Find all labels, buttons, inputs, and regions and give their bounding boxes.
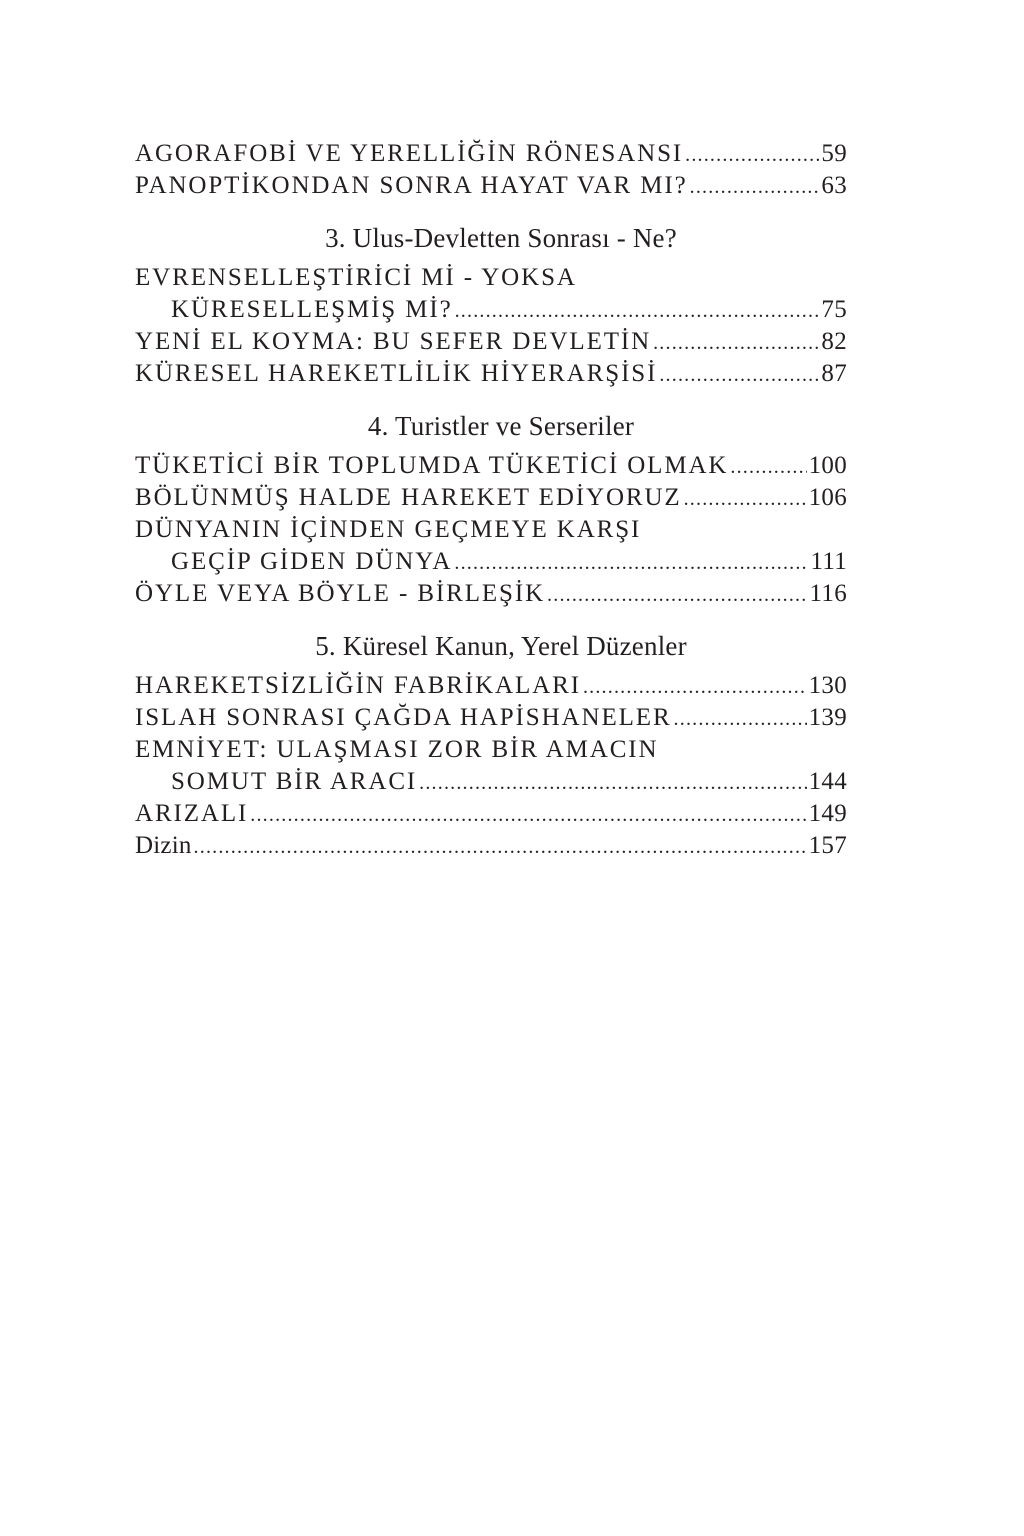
toc-entry[interactable] bbox=[135, 138, 847, 170]
dot-leader bbox=[250, 798, 806, 831]
toc-entry-title: TÜKETİCİ BİR TOPLUMDA TÜKETİCİ OLMAK bbox=[135, 452, 729, 479]
toc-entry[interactable] bbox=[135, 546, 847, 578]
dot-leader bbox=[419, 766, 806, 799]
toc-entry-title: BÖLÜNMÜŞ HALDE HAREKET EDİYORUZ bbox=[135, 484, 682, 511]
table-of-contents bbox=[135, 138, 847, 862]
toc-entry[interactable] bbox=[135, 482, 847, 514]
dot-leader bbox=[547, 578, 807, 611]
toc-entry-page: 63 bbox=[821, 172, 847, 199]
toc-entry-title: DÜNYANIN İÇİNDEN GEÇMEYE KARŞI bbox=[135, 516, 642, 543]
toc-entry-page: 139 bbox=[808, 704, 847, 731]
toc-entry-page: 130 bbox=[808, 672, 847, 699]
toc-entry[interactable] bbox=[135, 262, 847, 294]
dot-leader bbox=[659, 358, 819, 391]
toc-entry-index[interactable] bbox=[135, 830, 847, 862]
toc-entry-page: 100 bbox=[808, 452, 847, 479]
toc-entry-title: ISLAH SONRASI ÇAĞDA HAPİSHANELER bbox=[135, 704, 672, 731]
toc-entry-title: EVRENSELLEŞTİRİCİ Mİ - YOKSA bbox=[135, 264, 577, 291]
toc-entry[interactable] bbox=[135, 670, 847, 702]
toc-entry-page: 75 bbox=[821, 296, 847, 323]
dot-leader bbox=[653, 326, 819, 359]
toc-entry-title: ÖYLE VEYA BÖYLE - BİRLEŞİK bbox=[135, 580, 546, 607]
toc-entry-title: ARIZALI bbox=[135, 800, 249, 827]
toc-entry[interactable] bbox=[135, 514, 847, 546]
chapter-heading: 5. Küresel Kanun, Yerel Düzenler bbox=[315, 631, 687, 661]
toc-entry-title: Dizin bbox=[135, 832, 192, 859]
dot-leader bbox=[685, 138, 819, 171]
toc-entry[interactable] bbox=[135, 578, 847, 610]
toc-entry-page: 106 bbox=[808, 484, 847, 511]
toc-entry-title: HAREKETSİZLİĞİN FABRİKALARI bbox=[135, 672, 581, 699]
dot-leader bbox=[455, 294, 820, 327]
toc-section-continued bbox=[135, 138, 847, 202]
dot-leader bbox=[454, 546, 808, 579]
toc-section-4 bbox=[135, 410, 847, 610]
toc-entry[interactable] bbox=[135, 450, 847, 482]
toc-entry-title: KÜRESEL HAREKETLİLİK HİYERARŞİSİ bbox=[135, 360, 658, 387]
toc-entry-page: 157 bbox=[808, 832, 847, 859]
toc-entry-page: 82 bbox=[821, 328, 847, 355]
dot-leader bbox=[690, 170, 820, 203]
toc-entry-title: GEÇİP GİDEN DÜNYA bbox=[171, 548, 453, 575]
toc-entry[interactable] bbox=[135, 170, 847, 202]
chapter-heading: 4. Turistler ve Serseriler bbox=[367, 411, 635, 441]
toc-entry[interactable] bbox=[135, 702, 847, 734]
toc-entry-page: 149 bbox=[808, 800, 847, 827]
dot-leader bbox=[583, 670, 807, 703]
toc-entry-title: KÜRESELLEŞMİŞ Mİ? bbox=[171, 296, 453, 323]
toc-entry-title: AGORAFOBİ VE YERELLİĞİN RÖNESANSI bbox=[135, 140, 684, 167]
toc-entry[interactable] bbox=[135, 766, 847, 798]
dot-leader bbox=[194, 830, 807, 863]
toc-entry-page: 111 bbox=[810, 548, 847, 575]
toc-entry[interactable] bbox=[135, 326, 847, 358]
toc-entry-title: YENİ EL KOYMA: BU SEFER DEVLETİN bbox=[135, 328, 652, 355]
toc-section-3 bbox=[135, 222, 847, 390]
toc-entry-page: 59 bbox=[821, 140, 847, 167]
dot-leader bbox=[684, 482, 807, 515]
toc-entry[interactable] bbox=[135, 798, 847, 830]
toc-section-5 bbox=[135, 630, 847, 862]
dot-leader bbox=[730, 450, 806, 483]
toc-entry-title: PANOPTİKONDAN SONRA HAYAT VAR MI? bbox=[135, 172, 688, 199]
toc-entry[interactable] bbox=[135, 358, 847, 390]
toc-entry-page: 116 bbox=[809, 580, 847, 607]
toc-entry[interactable] bbox=[135, 734, 847, 766]
toc-entry[interactable] bbox=[135, 294, 847, 326]
toc-entry-page: 87 bbox=[821, 360, 847, 387]
toc-entry-title: EMNİYET: ULAŞMASI ZOR BİR AMACIN bbox=[135, 736, 659, 763]
toc-entry-page: 144 bbox=[808, 768, 847, 795]
chapter-heading: 3. Ulus-Devletten Sonrası - Ne? bbox=[325, 223, 677, 253]
toc-entry-title: SOMUT BİR ARACI bbox=[171, 768, 418, 795]
dot-leader bbox=[674, 702, 807, 735]
